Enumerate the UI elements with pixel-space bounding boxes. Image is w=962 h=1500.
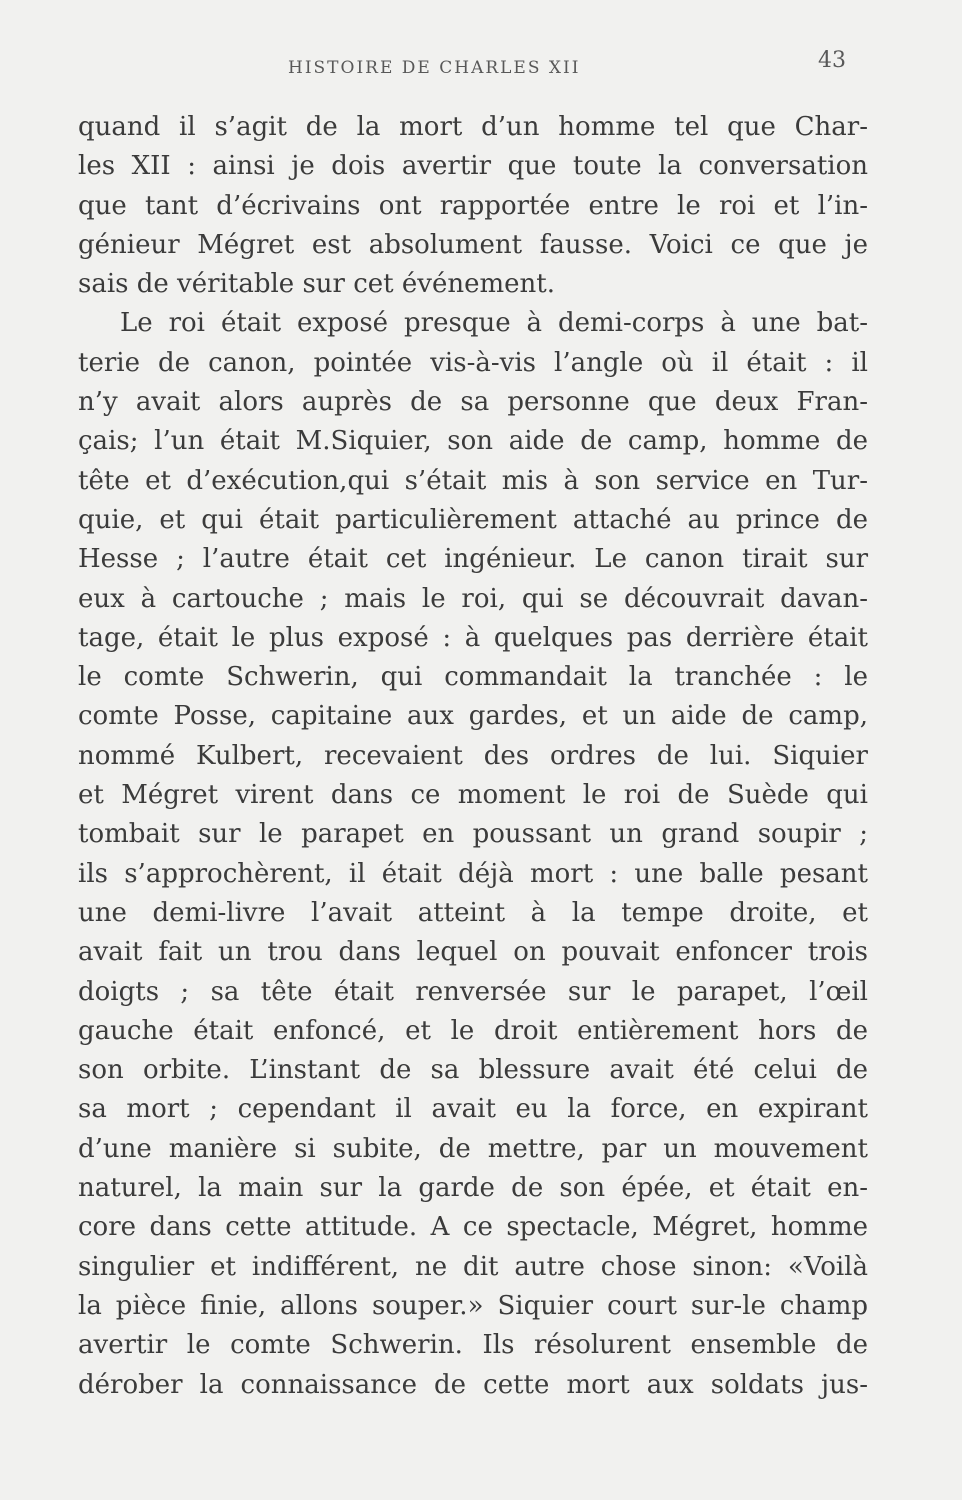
text-line: gauche était enfoncé, et le droit entièrement hors de (78, 1015, 868, 1046)
text-line: les XII : ainsi je dois avertir que toute la conversation (78, 151, 868, 182)
text-line: la pièce finie, allons souper.» Siquier court sur-le champ (78, 1290, 868, 1321)
text-line: sa mort ; cependant il avait eu la force, en expirant (78, 1094, 868, 1125)
text-line: nommé Kulbert, recevaient des ordres de lui. Siquier (78, 740, 868, 771)
text-line: son orbite. L’instant de sa blessure avait été celui de (78, 1055, 868, 1086)
text-line: que tant d’écrivains ont rapportée entre le roi et l’in- (78, 190, 868, 221)
text-line: singulier et indifférent, ne dit autre chose sinon: «Voilà (78, 1251, 868, 1282)
running-title: HISTOIRE DE CHARLES XII (288, 58, 581, 78)
text-line: ils s’approchèrent, il était déjà mort : une balle pesant (78, 858, 868, 889)
text-line: une demi-livre l’avait atteint à la tempe droite, et (78, 897, 868, 928)
text-line: doigts ; sa tête était renversée sur le parapet, l’œil (78, 976, 868, 1007)
text-line: tage, était le plus exposé : à quelques pas derrière était (78, 622, 868, 653)
text-line: avertir le comte Schwerin. Ils résolurent ensemble de (78, 1330, 868, 1361)
text-line: terie de canon, pointée vis-à-vis l’angle où il était : il (78, 347, 868, 378)
text-line: quand il s’agit de la mort d’un homme tel que Char- (78, 112, 868, 142)
text-line: le comte Schwerin, qui commandait la tranchée : le (78, 662, 868, 693)
text-line: comte Posse, capitaine aux gardes, et un aide de camp, (78, 701, 868, 732)
text-line: tombait sur le parapet en poussant un grand soupir ; (78, 819, 868, 850)
text-line: n’y avait alors auprès de sa personne que deux Fran- (78, 387, 868, 418)
text-line: quie, et qui était particulièrement attaché au prince de (78, 504, 868, 535)
page-number: 43 (818, 48, 846, 73)
text-line: çais; l’un était M.Siquier, son aide de camp, homme de (78, 426, 868, 457)
text-line: sais de véritable sur cet événement. (78, 269, 555, 300)
text-line: d’une manière si subite, de mettre, par un mouvement (78, 1133, 868, 1164)
text-line: Hesse ; l’autre était cet ingénieur. Le canon tirait sur (78, 544, 868, 575)
text-line: avait fait un trou dans lequel on pouvait enfoncer trois (78, 937, 868, 968)
text-line: dérober la connaissance de cette mort aux soldats jus- (78, 1369, 868, 1400)
text-line: eux à cartouche ; mais le roi, qui se découvrait davan- (78, 583, 868, 614)
text-line: core dans cette attitude. A ce spectacle, Mégret, homme (78, 1212, 868, 1243)
text-line: génieur Mégret est absolument fausse. Voici ce que je (78, 229, 868, 260)
text-line: Le roi était exposé presque à demi-corps à une bat- (120, 308, 868, 339)
page-body (78, 108, 868, 1405)
text-line: naturel, la main sur la garde de son épée, et était en- (78, 1173, 868, 1204)
text-line: tête et d’exécution,qui s’était mis à son service en Tur- (78, 465, 868, 496)
text-line: et Mégret virent dans ce moment le roi de Suède qui (78, 780, 868, 811)
